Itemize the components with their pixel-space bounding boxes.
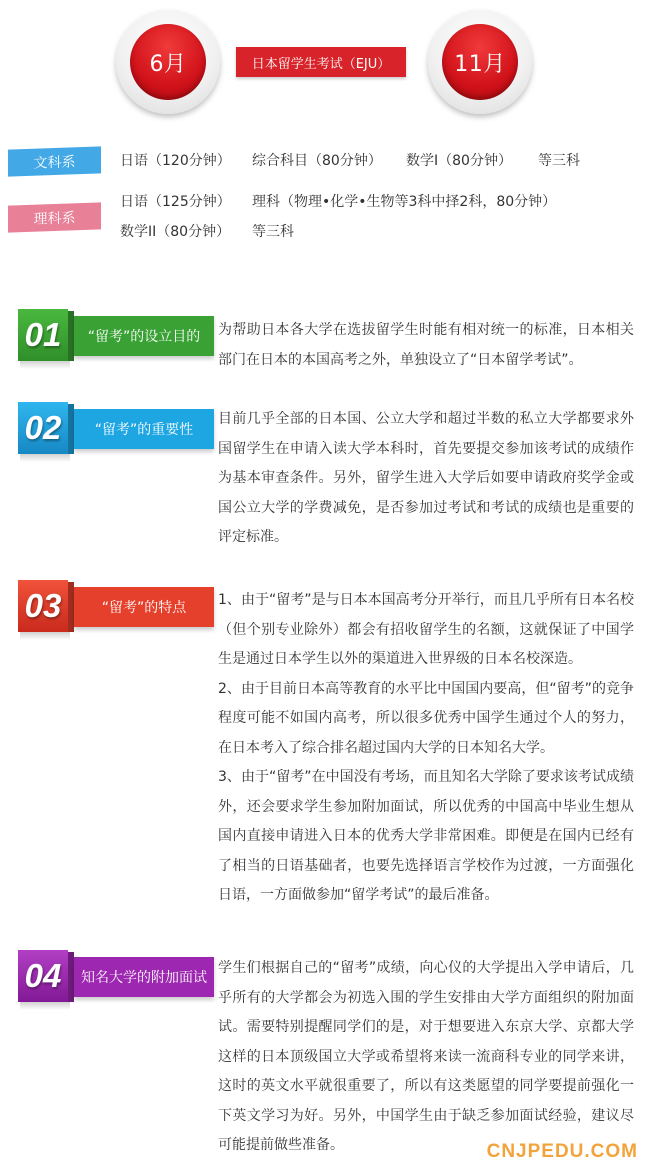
humanities-subject-etc: 等三科 bbox=[538, 153, 580, 169]
section-02-badge bbox=[18, 402, 214, 454]
section-03-body bbox=[218, 586, 634, 911]
june-label: 6月 bbox=[130, 24, 206, 100]
section-03-point-1: 1、由于“留考”是与日本本国高考分开举行，而且几乎所有日本名校（但个别专业除外）都会有招收留学生的名额，这就保证了中国学生是通过日本学生以外的渠道进入世界级的日本名校深造。 bbox=[218, 592, 634, 667]
section-02-number: 02 bbox=[18, 402, 68, 454]
humanities-subject-math: 数学I（80分钟） bbox=[406, 153, 512, 169]
november-label: 11月 bbox=[442, 24, 518, 100]
science-tag: 理科系 bbox=[8, 202, 101, 232]
section-02-title: “留考”的重要性 bbox=[74, 409, 214, 449]
section-01-number: 01 bbox=[18, 309, 68, 361]
june-badge bbox=[116, 10, 220, 114]
science-subject-math: 数学II（80分钟） bbox=[120, 224, 231, 240]
section-04-title: 知名大学的附加面试 bbox=[74, 957, 214, 997]
section-03-number: 03 bbox=[18, 580, 68, 632]
science-subject-etc: 等三科 bbox=[252, 224, 294, 240]
section-01-title: “留考”的设立目的 bbox=[74, 316, 214, 356]
section-01-badge bbox=[18, 309, 214, 361]
section-04-badge bbox=[18, 950, 214, 1002]
section-04-paragraph: 学生们根据自己的“留考”成绩，向心仪的大学提出入学申请后，几乎所有的大学都会为初选入围的学生安排由大学方面组织的附加面试。需要特别提醒同学们的是，对于想要进入东京大学、京都大学这样的日本顶级国立大学或希望将来读一流商科专业的同学来讲，这时的英文水平就很重要了，所以有这类愿望的同学要提前强化一下英文学习为好。另外，中国学生由于缺乏参加面试经验，建议尽可能提前做些准备。 bbox=[218, 960, 634, 1153]
section-03-badge bbox=[18, 580, 214, 632]
section-04-body bbox=[218, 954, 634, 1161]
section-01-paragraph: 为帮助日本各大学在选拔留学生时能有相对统一的标准，日本相关部门在日本的本国高考之外，单独设立了“日本留学考试”。 bbox=[218, 322, 634, 368]
section-03-title: “留考”的特点 bbox=[74, 587, 214, 627]
section-03-point-2: 2、由于目前日本高等教育的水平比中国国内要高，但“留考”的竞争程度可能不如国内高考，所以很多优秀中国学生通过个人的努力，在日本考入了综合排名超过国内大学的日本知名大学。 bbox=[218, 680, 634, 756]
humanities-tag: 文科系 bbox=[8, 146, 101, 176]
site-watermark: CNJPEDU.COM bbox=[486, 1141, 638, 1162]
section-04-number: 04 bbox=[18, 950, 68, 1002]
humanities-subject-general: 综合科目（80分钟） bbox=[252, 153, 382, 169]
section-02-paragraph: 目前几乎全部的日本国、公立大学和超过半数的私立大学都要求外国留学生在申请入读大学本科时，首先要提交参加该考试的成绩作为基本审查条件。另外，留学生进入大学后如要申请政府奖学金或国公立大学的学费减免，是否参加过考试和考试的成绩也是重要的评定标准。 bbox=[218, 411, 634, 545]
section-02-body bbox=[218, 405, 634, 553]
november-badge bbox=[428, 10, 532, 114]
science-subject-japanese: 日语（125分钟） bbox=[120, 194, 231, 210]
section-01-body bbox=[218, 316, 634, 375]
science-subject-science: 理科（物理•化学•生物等3科中择2科，80分钟） bbox=[252, 194, 557, 210]
exam-title: 日本留学生考试（EJU） bbox=[236, 47, 406, 77]
section-03-point-3: 3、由于“留考”在中国没有考场，而且知名大学除了要求该考试成绩外，还会要求学生参加附加面试，所以优秀的中国高中毕业生想从国内直接申请进入日本的优秀大学非常困难。即便是在国内已经有了相当的日语基础者，也要先选择语言学校作为过渡，一方面强化日语，一方面做参加“留学考试”的最后准备。 bbox=[218, 769, 634, 903]
humanities-subject-japanese: 日语（120分钟） bbox=[120, 153, 231, 169]
